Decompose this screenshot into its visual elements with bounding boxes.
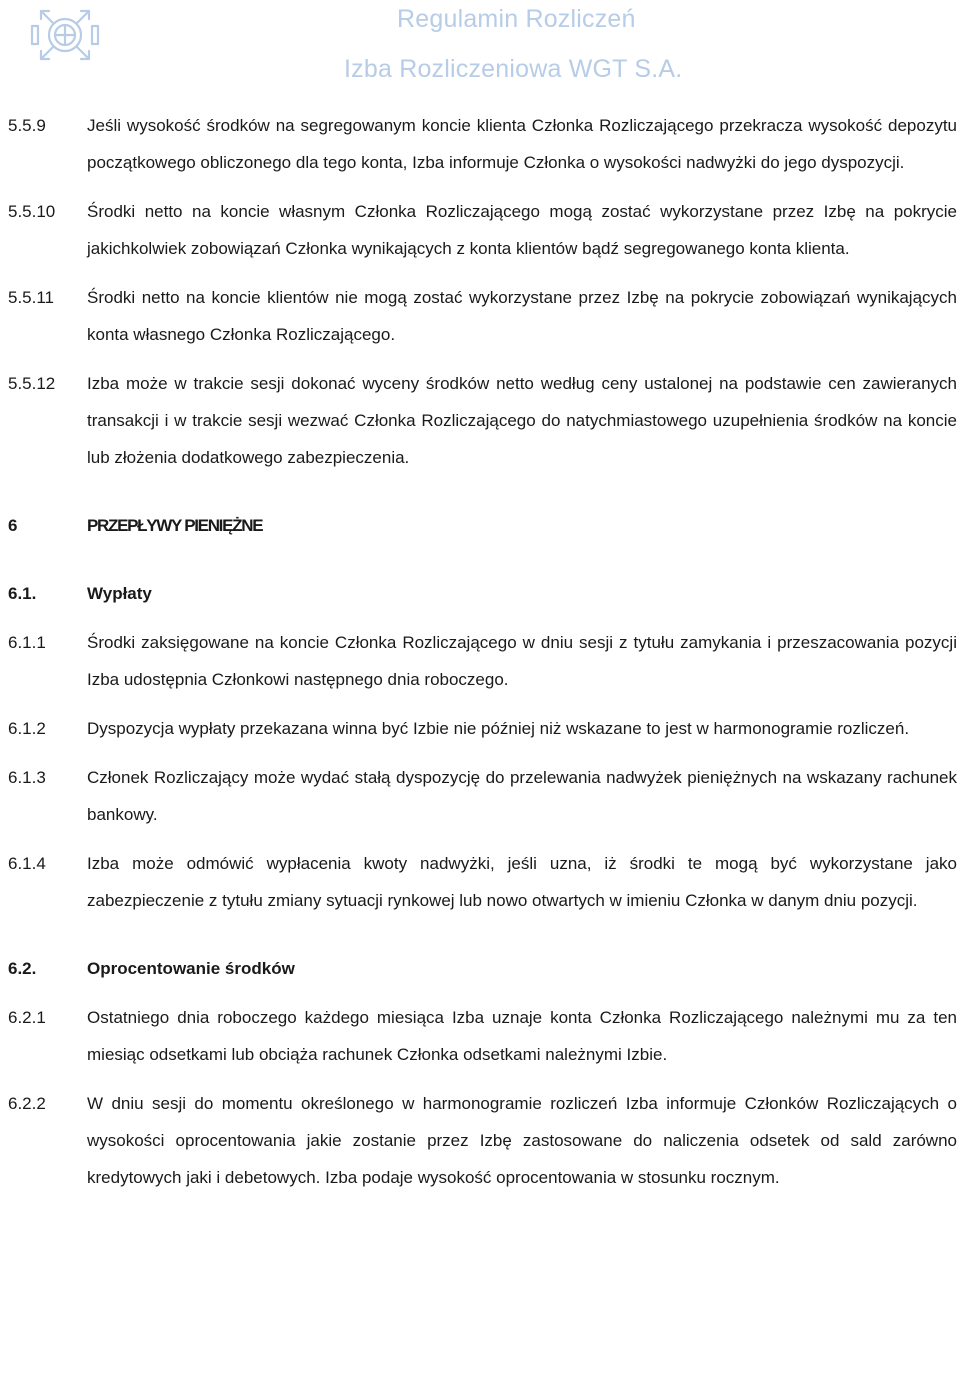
subsection-6-1-heading [0,576,960,612]
clause-number: 5.5.11 [8,288,55,307]
clause-6-2-1 [0,999,960,1073]
section-6-heading [0,508,960,544]
clause-text: Izba może w trakcie sesji dokonać wyceny środków netto według ceny ustalonej na podstawie cen zawieranych transakcji i w trakcie sesji wezwać Członka Rozliczającego do natychmiastowego uzupełnienia środków na koncie lub złożenia dodatkowego zabezpieczenia. [87,374,957,467]
clause-text: Ostatniego dnia roboczego każdego miesiąca Izba uznaje konta Członka Rozliczającego należnymi mu za ten miesiąc odsetkami lub obciąża rachunek Członka odsetkami należnymi Izbie. [87,1008,957,1064]
clause-6-1-1 [0,624,960,698]
clause-text: Środki zaksięgowane na koncie Członka Rozliczającego w dniu sesji z tytułu zamykania i przeszacowania pozycji Izba udostępnia Członkowi następnego dnia roboczego. [87,633,957,689]
clause-5-5-10 [0,193,960,267]
clause-number: 5.5.12 [8,374,56,393]
clause-number: 6.2.2 [8,1094,46,1113]
subsection-title: Wypłaty [87,584,152,603]
section-number: 6 [8,516,18,535]
clause-number: 5.5.9 [8,116,46,135]
clause-text: Izba może odmówić wypłacenia kwoty nadwyżki, jeśli uzna, iż środki te mogą być wykorzystane jako zabezpieczenie z tytułu zmiany sytuacji rynkowej lub nowo otwartych w imieniu Członka w danym dniu pozycji. [87,854,957,910]
clause-number: 6.1.3 [8,768,46,787]
subsection-number: 6.1. [8,584,37,603]
clause-text: Członek Rozliczający może wydać stałą dyspozycję do przelewania nadwyżek pieniężnych na wskazany rachunek bankowy. [87,768,957,824]
document-title: Regulamin Rozliczeń [397,5,636,33]
section-title: PRZEPŁYWY PIENIĘŻNE [87,516,263,535]
clause-6-1-2 [0,710,960,747]
clause-number: 6.1.2 [8,719,46,738]
subsection-6-2-heading [0,951,960,987]
clause-6-1-4 [0,845,960,919]
clause-6-2-2 [0,1085,960,1196]
subsection-title: Oprocentowanie środków [87,959,295,978]
clause-number: 5.5.10 [8,202,56,221]
clause-5-5-9 [0,107,960,181]
clause-text: W dniu sesji do momentu określonego w harmonogramie rozliczeń Izba informuje Członków Rozliczających o wysokości oprocentowania jakie zostanie przez Izbę zastosowane do naliczenia odsetek od sald zarówno kredytowych jaki i debetowych. Izba podaje wysokość oprocentowania w stosunku rocznym. [87,1094,957,1187]
clause-text: Dyspozycja wypłaty przekazana winna być Izbie nie później niż wskazane to jest w harmonogramie rozliczeń. [87,719,910,738]
clearing-house-logo-icon [28,4,102,66]
document-body [0,107,960,1196]
clause-text: Środki netto na koncie klientów nie mogą zostać wykorzystane przez Izbę na pokrycie zobowiązań wynikających konta własnego Członka Rozliczającego. [87,288,957,344]
clause-6-1-3 [0,759,960,833]
subsection-number: 6.2. [8,959,37,978]
clause-text: Jeśli wysokość środków na segregowanym koncie klienta Członka Rozliczającego przekracza wysokość depozytu początkowego obliczonego dla tego konta, Izba informuje Członka o wysokości nadwyżki do jego dyspozycji. [87,116,957,172]
clause-text: Środki netto na koncie własnym Członka Rozliczającego mogą zostać wykorzystane przez Izbę na pokrycie jakichkolwiek zobowiązań Członka wynikających z konta klientów bądź segregowanego konta klienta. [87,202,957,258]
document-subtitle: Izba Rozliczeniowa WGT S.A. [344,55,683,83]
clause-5-5-11 [0,279,960,353]
clause-5-5-12 [0,365,960,476]
clause-number: 6.2.1 [8,1008,46,1027]
clause-number: 6.1.1 [8,633,46,652]
clause-number: 6.1.4 [8,854,46,873]
page-header [0,0,960,100]
